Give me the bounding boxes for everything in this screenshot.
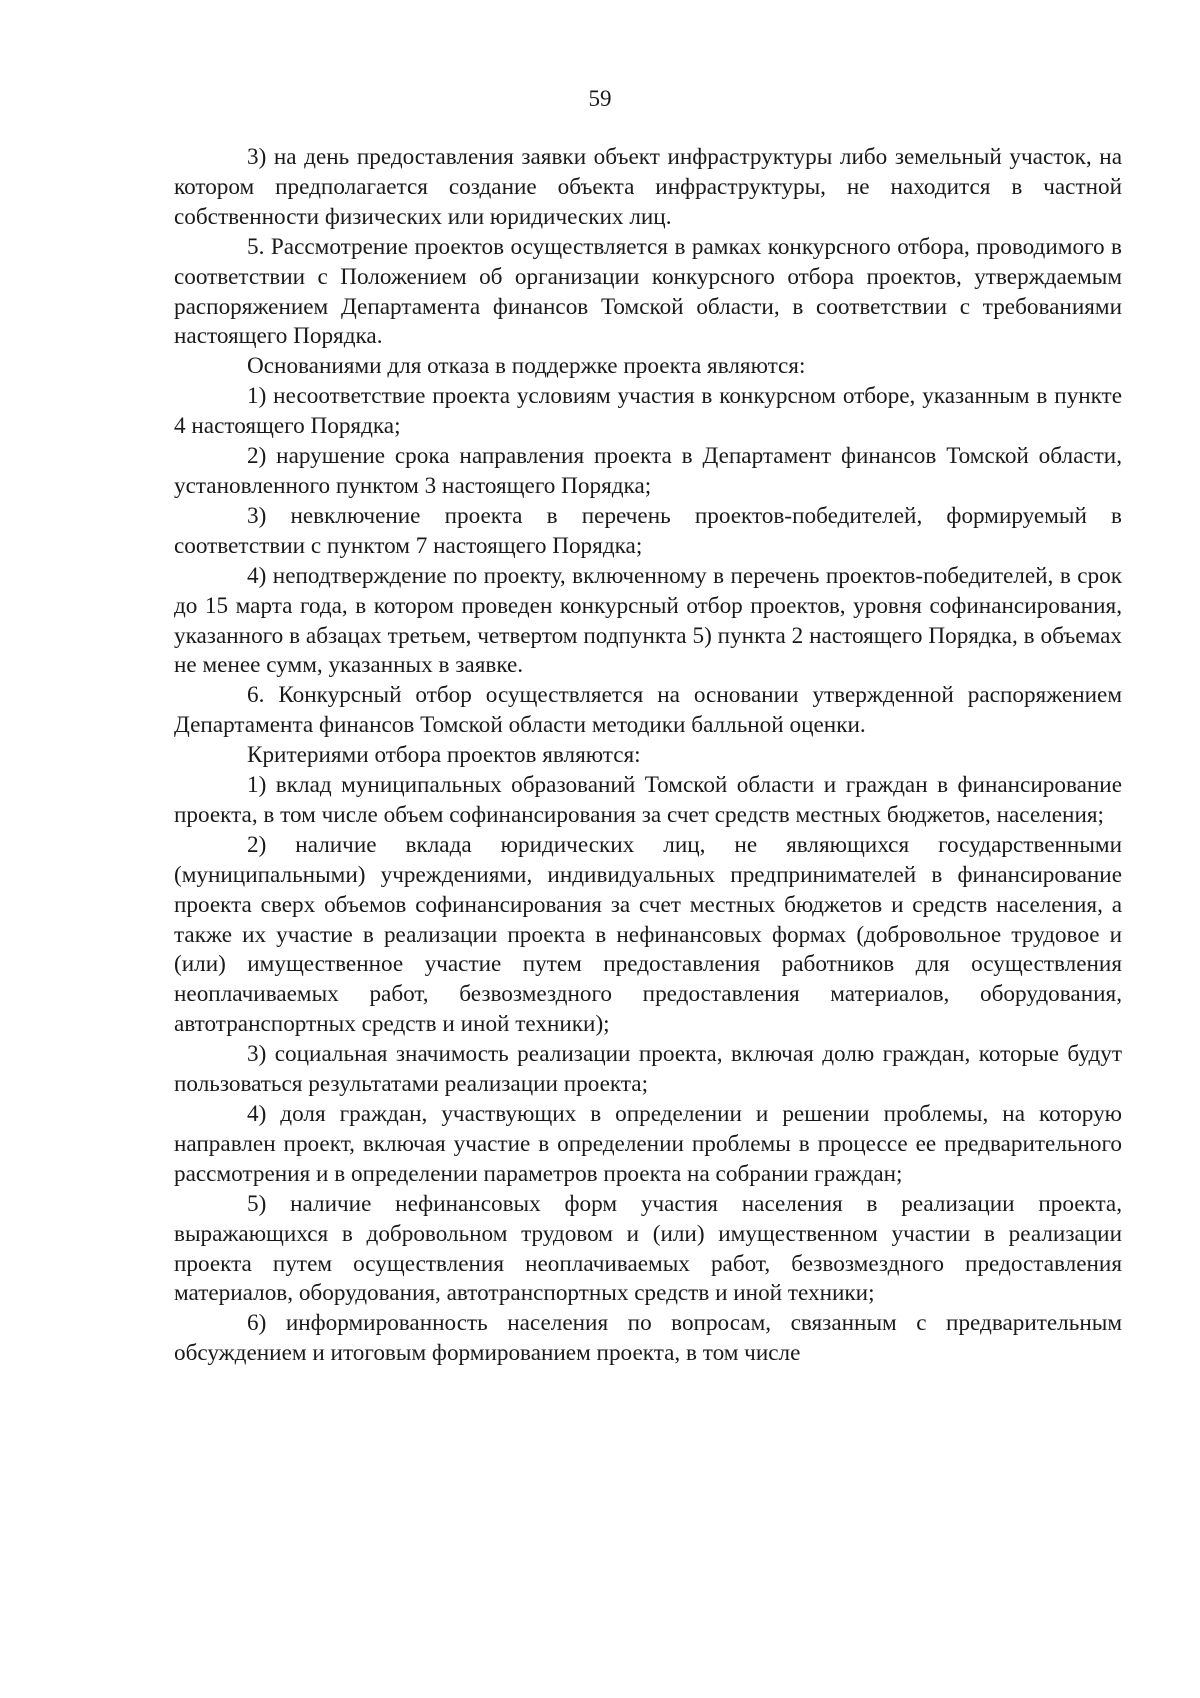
list-item-refusal-2: 2) нарушение срока направления проекта в Департамент финансов Томской области, установленного пунктом 3 настоящего Порядка; <box>174 443 1122 499</box>
list-item-criterion-1: 1) вклад муниципальных образований Томской области и граждан в финансирование проекта, в том числе объем софинансирования за счет средств местных бюджетов, населения; <box>174 772 1122 828</box>
paragraph-criteria: Критериями отбора проектов являются: <box>247 742 641 769</box>
paragraph-item-3-ownership: 3) на день предоставления заявки объект инфраструктуры либо земельный участок, на котором предполагается создание объекта инфраструктуры, не находится в частной собственности физических или юридических лиц. <box>174 144 1122 230</box>
paragraph-5-review: 5. Рассмотрение проектов осуществляется в рамках конкурсного отбора, проводимого в соответствии с Положением об организации конкурсного отбора проектов, утверждаемым распоряжением Департамента финансов Томской области, в соответствии с требованиями настоящего Порядка. <box>174 233 1122 350</box>
list-item-refusal-4: 4) неподтверждение по проекту, включенному в перечень проектов-победителей, в срок до 15 марта года, в котором проведен конкурсный отбор проектов, уровня софинансирования, указанного в абзацах третьем, четвертом подпункта 5) пункта 2 настоящего Порядка, в объемах не менее сумм, указанных в заявке. <box>174 562 1122 679</box>
list-item-refusal-3: 3) невключение проекта в перечень проектов-победителей, формируемый в соответствии с пунктом 7 настоящего Порядка; <box>174 502 1122 559</box>
page-number: 59 <box>588 86 612 111</box>
list-item-refusal-1: 1) несоответствие проекта условиям участия в конкурсном отборе, указанным в пункте 4 настоящего Порядка; <box>174 383 1122 440</box>
document-body <box>174 143 1122 1369</box>
paragraph-refusal-grounds: Основаниями для отказа в поддержке проекта являются: <box>247 353 806 380</box>
list-item-criterion-5: 5) наличие нефинансовых форм участия населения в реализации проекта, выражающихся в добровольном трудовом и (или) имущественном участии в реализации проекта путем осуществления неоплачиваемых работ, безвозмездного предоставления материалов, оборудования, автотранспортных средств и иной техники; <box>174 1190 1122 1307</box>
paragraph-6-selection: 6. Конкурсный отбор осуществляется на основании утвержденной распоряжением Департамента финансов Томской области методики балльной оценки. <box>174 682 1122 739</box>
list-item-criterion-6: 6) информированность населения по вопросам, связанным с предварительным обсуждением и итоговым формированием проекта, в том числе <box>174 1310 1122 1367</box>
list-item-criterion-4: 4) доля граждан, участвующих в определении и решении проблемы, на которую направлен проект, включая участие в определении проблемы в процессе ее предварительного рассмотрения и в определении параметров проекта на собрании граждан; <box>174 1101 1122 1187</box>
list-item-criterion-3: 3) социальная значимость реализации проекта, включая долю граждан, которые будут пользоваться результатами реализации проекта; <box>174 1041 1122 1098</box>
list-item-criterion-2: 2) наличие вклада юридических лиц, не являющихся государственными (муниципальными) учреждениями, индивидуальных предпринимателей в финансирование проекта сверх объемов софинансирования за счет местных бюджетов и средств населения, а также их участие в реализации проекта в нефинансовых формах (добровольное трудовое и (или) имущественное участие путем предоставления работников для осуществления неоплачиваемых работ, безвозмездного предоставления материалов, оборудования, автотранспортных средств и иной техники); <box>174 831 1122 1038</box>
